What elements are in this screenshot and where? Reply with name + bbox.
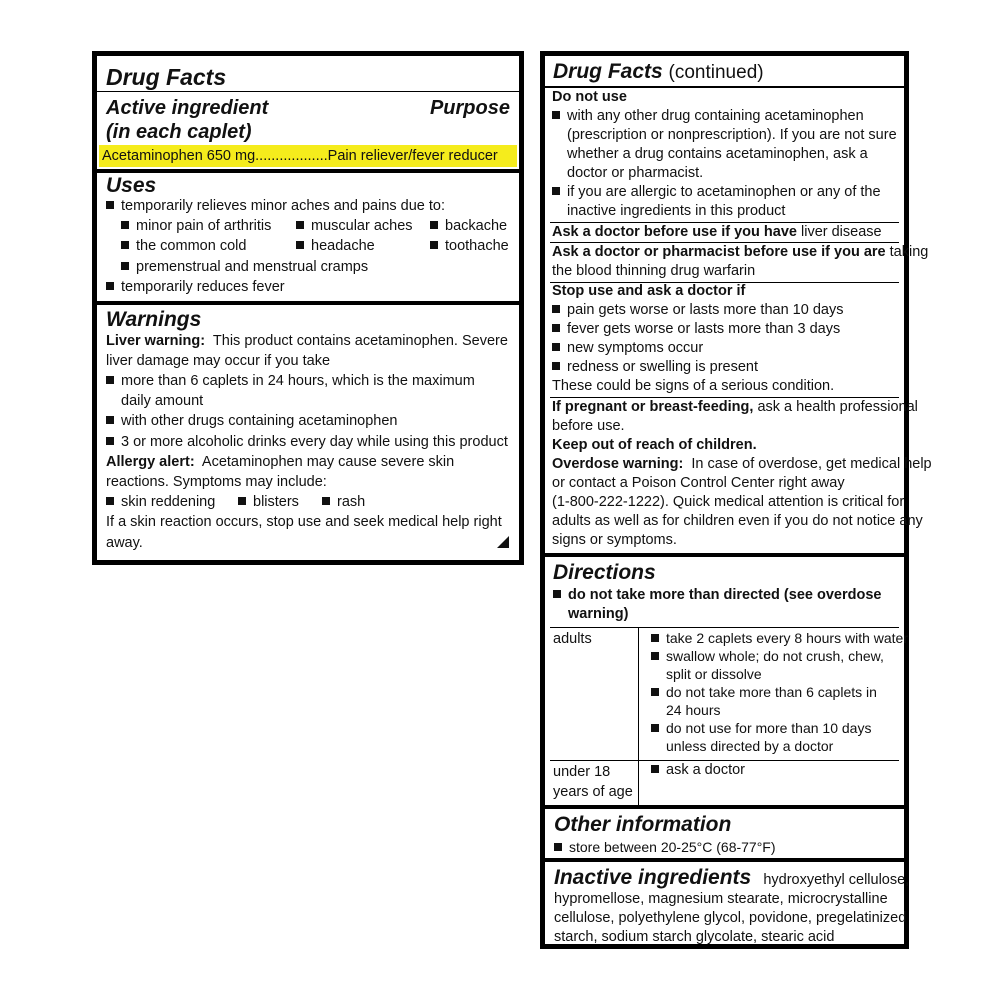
overdose-warning-cont: or contact a Poison Control Center right away [552, 475, 845, 491]
warning-item: 3 or more alcoholic drinks every day while using this product [106, 433, 508, 453]
other-information-title: Other information [554, 813, 732, 836]
allergy-alert-cont: reactions. Symptoms may include: [106, 474, 327, 490]
ask-doctor-liver: Ask a doctor before use if you have liver disease [552, 224, 882, 240]
ingredient-purpose: Pain reliever/fever reducer [327, 148, 498, 164]
stop-use-item: redness or swelling is present [552, 358, 758, 378]
purpose-heading: Purpose [429, 97, 510, 119]
uses-intro: temporarily relieves minor aches and pains due to: [106, 197, 445, 217]
stop-use-heading: Stop use and ask a doctor if [552, 283, 746, 299]
skin-reaction-text-cont: away. [106, 535, 143, 551]
continued-arrow-icon [497, 536, 509, 548]
liver-warning-cont: liver damage may occur if you take [106, 353, 331, 369]
ask-pharmacist-cont: the blood thinning drug warfarin [552, 263, 756, 279]
uses-item: headache [296, 237, 375, 257]
adults-dose-item-cont: split or dissolve [666, 666, 762, 682]
uses-item: backache [430, 217, 507, 237]
active-ingredient-subheading: (in each caplet) [106, 121, 252, 143]
overdose-warning: Overdose warning: In case of overdose, get medical help [552, 456, 932, 472]
symptom-item: rash [322, 493, 365, 513]
allergy-alert: Allergy alert: Acetaminophen may cause severe skin [106, 454, 455, 470]
directions-title: Directions [553, 561, 656, 584]
inactive-ingredients-cont: hypromellose, magnesium stearate, microcrystalline [554, 891, 888, 907]
uses-item: minor pain of arthritis [121, 217, 271, 237]
uses-item: premenstrual and menstrual cramps [121, 258, 368, 278]
storage-info: store between 20-25°C (68-77°F) [554, 838, 776, 858]
skin-reaction-text: If a skin reaction occurs, stop use and seek medical help right [106, 514, 502, 530]
dosage-label-under-18-cont: years of age [553, 784, 633, 800]
stop-use-item: pain gets worse or lasts more than 10 days [552, 301, 843, 321]
adults-dose-item: swallow whole; do not crush, chew, [651, 648, 884, 666]
warnings-title: Warnings [106, 308, 202, 331]
uses-item: the common cold [121, 237, 246, 257]
warning-item-cont: daily amount [121, 393, 204, 409]
pregnant-warning: If pregnant or breast-feeding, ask a health professional [552, 399, 918, 415]
drug-facts-title: Drug Facts [106, 64, 227, 90]
stop-use-item: fever gets worse or lasts more than 3 days [552, 320, 840, 340]
active-ingredient-heading: Active ingredient [106, 97, 269, 119]
symptom-item: skin reddening [106, 493, 215, 513]
under-18-dose: ask a doctor [651, 761, 745, 781]
symptom-item: blisters [238, 493, 299, 513]
inactive-ingredients: Inactive ingredients hydroxyethyl cellulose, [554, 866, 910, 889]
ingredient-row [102, 147, 498, 167]
inactive-ingredients-cont: cellulose, polyethylene glycol, povidone, pregelatinized [554, 910, 907, 926]
ingredient-name: Acetaminophen 650 mg [102, 148, 256, 164]
adults-dose-item-cont: 24 hours [666, 702, 721, 718]
do-not-use-item: with any other drug containing acetaminophen [552, 107, 864, 127]
dosage-label-under-18: under 18 [553, 764, 611, 780]
directions-note: do not take more than directed (see overdose [553, 586, 881, 606]
uses-fever: temporarily reduces fever [106, 278, 285, 298]
do-not-use-item-cont: doctor or pharmacist. [567, 165, 704, 181]
drug-facts-continued-title: Drug Facts (continued) [553, 60, 764, 83]
do-not-use-item-cont: (prescription or nonprescription). If you are not sure [567, 127, 897, 143]
ask-pharmacist: Ask a doctor or pharmacist before use if you are taking [552, 244, 929, 260]
do-not-use-item-cont: whether a drug contains acetaminophen, ask a [567, 146, 868, 162]
stop-use-note: These could be signs of a serious condition. [552, 378, 835, 394]
adults-dose-item: do not take more than 6 caplets in [651, 684, 877, 702]
ingredient-dots: .................. [255, 148, 328, 164]
warning-item: with other drugs containing acetaminophen [106, 412, 397, 432]
adults-dose-item-cont: unless directed by a doctor [666, 738, 834, 754]
do-not-use-heading: Do not use [552, 89, 627, 105]
dosage-label-adults: adults [553, 631, 592, 647]
dosage-table-divider [638, 628, 639, 806]
adults-dose-item: take 2 caplets every 8 hours with water [651, 630, 908, 648]
uses-item: muscular aches [296, 217, 413, 237]
directions-note-cont: warning) [568, 606, 629, 622]
drug-facts-panel-left [92, 51, 524, 565]
do-not-use-item: if you are allergic to acetaminophen or any of the [552, 183, 881, 203]
drug-facts-panel-right [540, 51, 932, 949]
overdose-warning-cont: adults as well as for children even if you do not notice any [552, 513, 923, 529]
do-not-use-item-cont: inactive ingredients in this product [567, 203, 786, 219]
uses-title: Uses [106, 174, 157, 197]
uses-item: toothache [430, 237, 509, 257]
overdose-warning-cont: (1-800-222-1222). Quick medical attention is critical for [552, 494, 905, 510]
adults-dose-item: do not use for more than 10 days [651, 720, 871, 738]
inactive-ingredients-cont: starch, sodium starch glycolate, stearic acid [554, 929, 835, 945]
warning-item: more than 6 caplets in 24 hours, which is the maximum [106, 372, 475, 392]
stop-use-item: new symptoms occur [552, 339, 703, 359]
liver-warning: Liver warning: This product contains acetaminophen. Severe [106, 333, 508, 349]
pregnant-warning-cont: before use. [552, 418, 625, 434]
overdose-warning-cont: signs or symptoms. [552, 532, 677, 548]
keep-out-of-reach: Keep out of reach of children. [552, 437, 757, 453]
